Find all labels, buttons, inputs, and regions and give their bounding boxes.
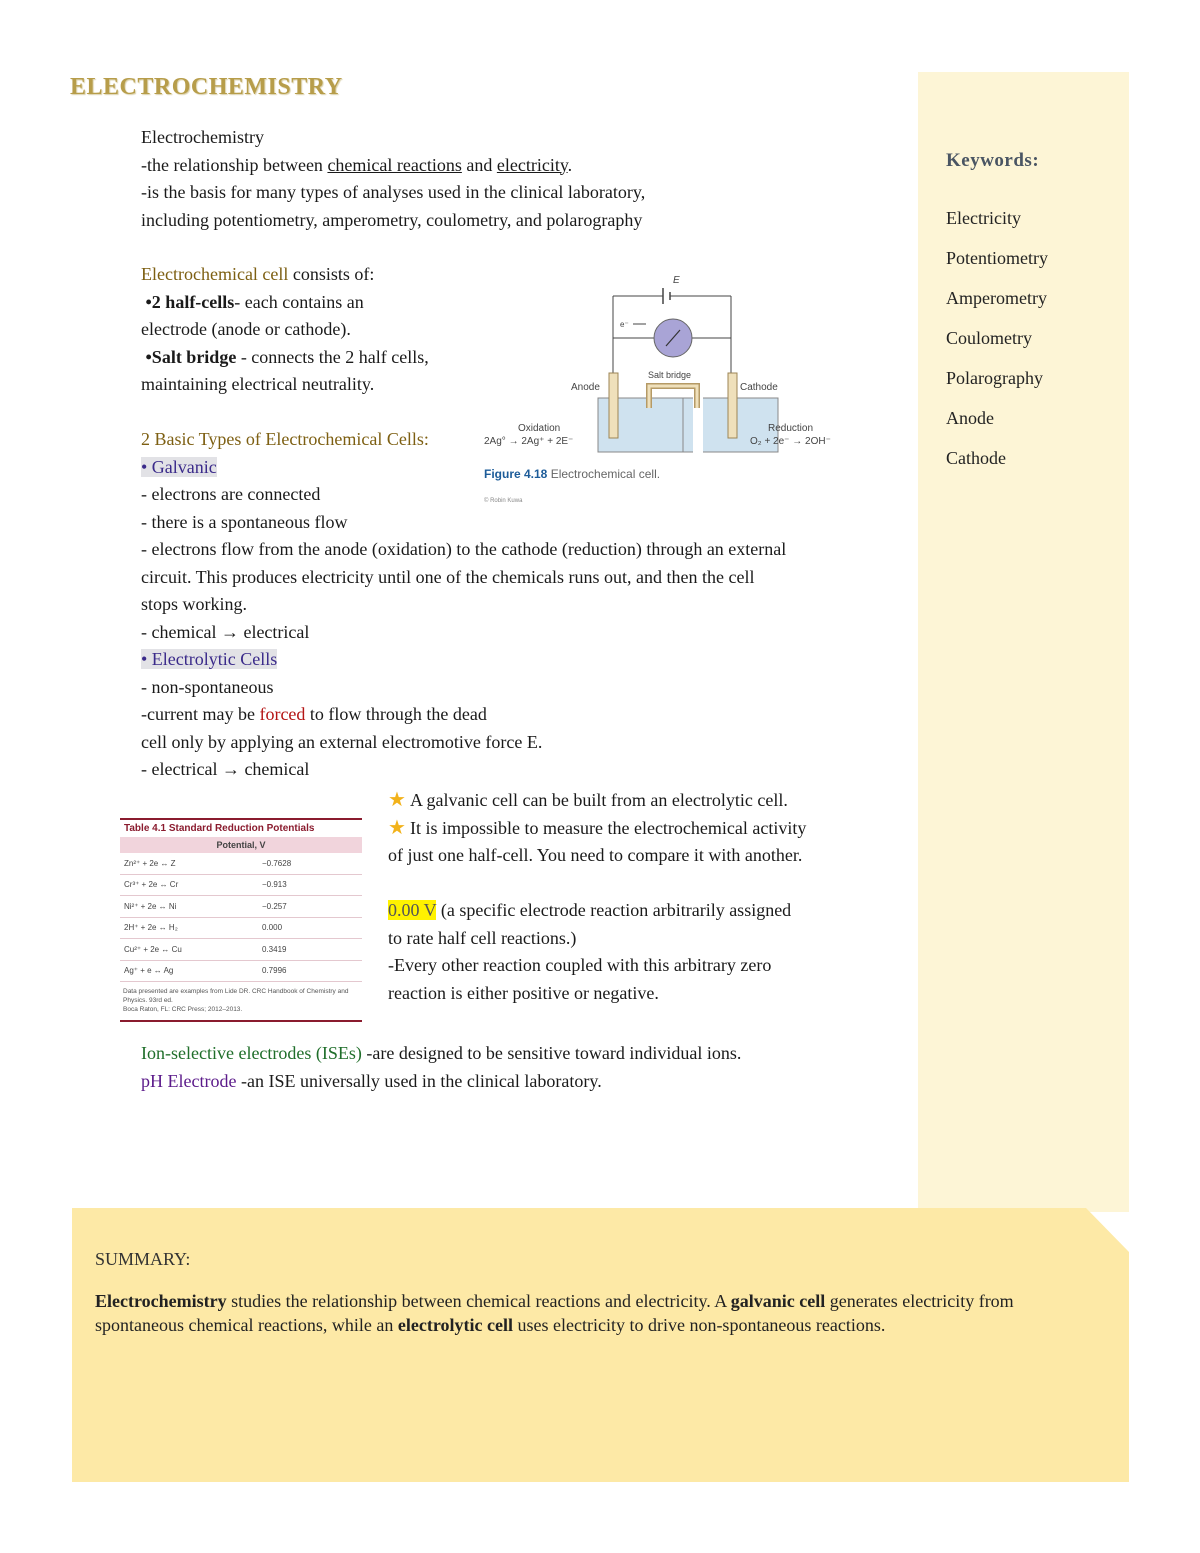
ph-electrode-line: pH Electrode -an ISE universally used in the clinical laboratory. bbox=[141, 1070, 602, 1091]
keyword-item: Electricity bbox=[946, 208, 1021, 228]
intro-line-2: -is the basis for many types of analyses used in the clinical laboratory, bbox=[141, 182, 646, 202]
reduction-potentials-table bbox=[120, 818, 362, 1022]
page-title: ELECTROCHEMISTRY bbox=[70, 74, 343, 100]
keyword-item: Anode bbox=[946, 408, 994, 428]
anode-label: Anode bbox=[571, 382, 600, 393]
zero-volt-cont: to rate half cell reactions.) bbox=[388, 927, 577, 948]
star-note: ★ A galvanic cell can be built from an electrolytic cell. bbox=[388, 787, 806, 815]
salt-bridge-cont: maintaining electrical neutrality. bbox=[141, 374, 375, 394]
keyword-item: Coulometry bbox=[946, 328, 1032, 348]
electricity-link[interactable]: electricity bbox=[496, 154, 568, 175]
oxidation-label: Oxidation bbox=[518, 423, 561, 434]
galvanic-point: stops working. bbox=[141, 594, 248, 614]
zero-volt-highlight: 0.00 V bbox=[388, 900, 437, 920]
galvanic-point: - there is a spontaneous flow bbox=[141, 511, 348, 532]
electrolytic-point: -current may be forced to flow through the dead bbox=[141, 704, 487, 724]
keywords-title: Keywords: bbox=[946, 150, 1040, 171]
intro-heading: Electrochemistry bbox=[141, 127, 264, 147]
electron-label: e⁻ bbox=[620, 320, 629, 329]
galvanic-point: - electrons are connected bbox=[141, 484, 321, 504]
salt-bridge-label: Salt bridge bbox=[648, 370, 692, 380]
half-cells-cont: electrode (anode or cathode). bbox=[141, 319, 351, 339]
star-note-cont: of just one half-cell. You need to compare it with another. bbox=[388, 845, 803, 865]
intro-section bbox=[141, 124, 645, 234]
table-footnote: Data presented are examples from Lide DR. CRC Handbook of Chemistry and Physics. 93rd ed. Boca Raton, FL: CRC Press; 2012–2013. bbox=[120, 982, 362, 1022]
star-icon: ★ bbox=[388, 816, 406, 839]
figure-caption: Figure 4.18 Electrochemical cell. bbox=[484, 467, 661, 481]
half-cells-bullet: •2 half-cells- each contains an bbox=[145, 291, 364, 312]
every-reaction-cont: reaction is either positive or negative. bbox=[388, 982, 659, 1003]
keyword-item: Polarography bbox=[946, 368, 1043, 388]
cell-section bbox=[141, 261, 429, 399]
table-row: Ni²⁺ + 2e ↔ Ni −0.257 bbox=[120, 896, 362, 918]
figure-credit: © Robin Kuwa bbox=[484, 498, 523, 504]
galvanic-point: - chemical → electrical bbox=[141, 621, 310, 642]
chemical-reactions-link[interactable]: chemical reactions bbox=[327, 154, 462, 175]
electrolytic-heading: • Electrolytic Cells bbox=[141, 649, 278, 669]
summary-text: Electrochemistry studies the relationship between chemical reactions and electricity. A galvanic cell generates electricity from spontaneous chemical reactions, while an electrolytic cell uses electricity to drive non-spontaneous reactions. bbox=[95, 1291, 1014, 1335]
table-row: Zn²⁺ + 2e ↔ Z −0.7628 bbox=[120, 853, 362, 875]
summary-label: SUMMARY: bbox=[95, 1249, 191, 1269]
summary-box bbox=[72, 1208, 1129, 1482]
zero-volt-note: 0.00 V (a specific electrode reaction arbitrarily assigned bbox=[388, 900, 792, 920]
notes-section bbox=[388, 787, 806, 1007]
keyword-item: Potentiometry bbox=[946, 248, 1048, 268]
cathode-label: Cathode bbox=[740, 382, 778, 393]
salt-bridge-bullet: •Salt bridge - connects the 2 half cells, bbox=[145, 346, 429, 367]
oxidation-equation: 2Ag° → 2Ag⁺ + 2E⁻ bbox=[484, 436, 574, 447]
cell-types-section bbox=[141, 426, 786, 784]
keywords-list bbox=[946, 198, 1048, 478]
table-row: Ag⁺ + e ↔ Ag 0.7996 bbox=[120, 961, 362, 983]
electrolytic-point: - electrical → chemical bbox=[141, 759, 310, 779]
table-caption: Table 4.1 Standard Reduction Potentials bbox=[120, 818, 362, 837]
ise-section bbox=[141, 1040, 741, 1095]
cell-heading: Electrochemical cell consists of: bbox=[141, 264, 375, 284]
ise-line: Ion-selective electrodes (ISEs) -are designed to be sensitive toward individual ions. bbox=[141, 1043, 742, 1063]
keyword-item: Cathode bbox=[946, 448, 1006, 468]
table-row: Cr³⁺ + 2e ↔ Cr −0.913 bbox=[120, 875, 362, 897]
electrolytic-point: cell only by applying an external electromotive force E. bbox=[141, 731, 543, 752]
electrolytic-point: - non-spontaneous bbox=[141, 676, 274, 697]
star-note: ★ It is impossible to measure the electrochemical activity bbox=[388, 815, 806, 843]
galvanic-point: circuit. This produces electricity until one of the chemicals runs out, and then the cell bbox=[141, 566, 755, 587]
galvanic-heading: • Galvanic bbox=[141, 456, 217, 477]
table-row: 2H⁺ + 2e ↔ H₂ 0.000 bbox=[120, 918, 362, 940]
emf-label: E bbox=[673, 275, 680, 286]
intro-line-1: -the relationship between chemical reactions and electricity. bbox=[141, 154, 573, 175]
star-icon: ★ bbox=[388, 789, 406, 811]
table-row: Cu²⁺ + 2e ↔ Cu 0.3419 bbox=[120, 939, 362, 961]
keyword-item: Amperometry bbox=[946, 288, 1047, 308]
types-heading: 2 Basic Types of Electrochemical Cells: bbox=[141, 429, 429, 449]
reduction-equation: O₂ + 2e⁻ → 2OH⁻ bbox=[750, 436, 831, 447]
reduction-label: Reduction bbox=[768, 423, 814, 434]
intro-line-3: including potentiometry, amperometry, coulometry, and polarography bbox=[141, 209, 643, 230]
galvanic-point: - electrons flow from the anode (oxidation) to the cathode (reduction) through an external bbox=[141, 539, 787, 559]
table-header: Potential, V bbox=[120, 837, 362, 853]
every-reaction-note: -Every other reaction coupled with this arbitrary zero bbox=[388, 955, 772, 975]
